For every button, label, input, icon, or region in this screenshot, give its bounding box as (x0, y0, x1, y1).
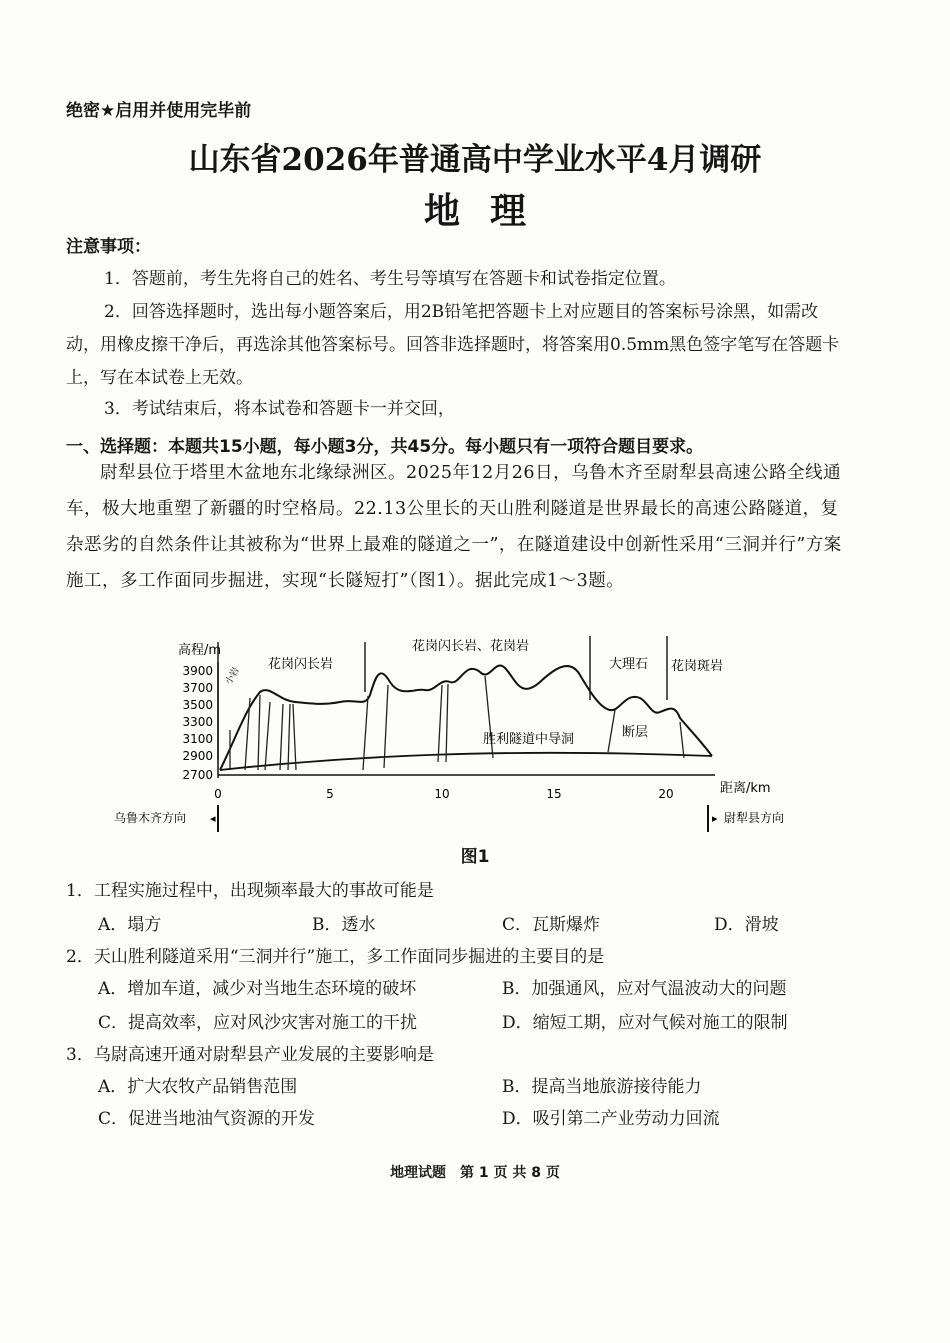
section-heading: 一、选择题：本题共15小题，每小题3分，共45分。每小题只有一项符合题目要求。 (66, 437, 704, 457)
notice-item-1: 1．答题前，考生先将自己的姓名、考生号等填写在答题卡和试卷指定位置。 (104, 269, 676, 289)
x-tick-0: 0 (214, 787, 222, 801)
secret-label: 绝密★启用并使用完毕前 (66, 101, 252, 121)
y-tick-3700: 3700 (182, 681, 213, 695)
y-tick-3900: 3900 (182, 664, 213, 678)
question-3-stem: 3．乌尉高速开通对尉犁县产业发展的主要影响是 (66, 1045, 434, 1065)
x-axis-label: 距离/km (720, 781, 771, 796)
question-2-option-d: D．缩短工期，应对气候对施工的限制 (502, 1013, 788, 1033)
question-3-option-a: A．扩大农牧产品销售范围 (98, 1077, 298, 1097)
y-tick-3500: 3500 (182, 698, 213, 712)
x-tick-20: 20 (658, 787, 674, 801)
arrow-left-icon: ◂ (210, 812, 216, 825)
direction-right: 尉犁县方向 (724, 811, 785, 825)
x-tick-10: 10 (434, 787, 450, 801)
question-3-option-d: D．吸引第二产业劳动力回流 (502, 1109, 720, 1129)
label-small-rock: 小岩 (223, 665, 242, 687)
y-ticks (182, 664, 213, 782)
y-axis-label: 高程/m (178, 643, 222, 658)
subject-title: 地理 (423, 190, 556, 232)
direction-left: 乌鲁木齐方向 (114, 811, 187, 825)
label-fault: 断层 (622, 725, 649, 740)
tunnel-line (220, 753, 712, 770)
notice-heading: 注意事项： (66, 237, 151, 257)
question-1-stem: 1．工程实施过程中，出现频率最大的事故可能是 (66, 881, 434, 901)
question-3-option-b: B．提高当地旅游接待能力 (502, 1077, 702, 1097)
notice-item-3: 3．考试结束后，将本试卷和答题卡一并交回， (104, 399, 455, 419)
label-rock3: 大理石 (609, 657, 649, 672)
question-2-option-c: C．提高效率，应对风沙灾害对施工的干扰 (98, 1013, 418, 1033)
arrow-right-icon: ▸ (712, 812, 718, 825)
y-tick-2700: 2700 (182, 768, 213, 782)
y-tick-3100: 3100 (182, 732, 213, 746)
page-footer: 地理试题 第 1 页 共 8 页 (390, 1165, 560, 1181)
figure-caption: 图1 (460, 847, 490, 867)
tunnel-profile-figure (100, 630, 820, 840)
label-rock2: 花岗闪长岩、花岗岩 (412, 639, 530, 654)
question-1-option-a: A．塌方 (98, 915, 162, 935)
x-ticks (214, 787, 673, 801)
label-rock4: 花岗斑岩 (671, 659, 724, 674)
question-1-option-c: C．瓦斯爆炸 (502, 915, 601, 935)
question-1-option-d: D．滑坡 (714, 915, 779, 935)
y-tick-3300: 3300 (182, 715, 213, 729)
question-2-stem: 2．天山胜利隧道采用“三洞并行”施工，多工作面同步掘进的主要目的是 (66, 947, 605, 967)
shafts (230, 676, 684, 770)
passage: 尉犁县位于塔里木盆地东北缘绿洲区。2025年12月26日，乌鲁木齐至尉犁县高速公路全线通车，极大地重塑了新疆的时空格局。22.13公里长的天山胜利隧道是世界最长的高速公路隧道，复杂恶劣的自然条件让其被称为“世界上最难的隧道之一”，在隧道建设中创新性采用“三洞并行”方案施工，多工作面同步掘进，实现“长隧短打”（图1）。据此完成1～3题。 (66, 463, 842, 591)
question-2-option-a: A．增加车道，减少对当地生态环境的破坏 (98, 979, 417, 999)
label-tunnel: 胜利隧道中导洞 (483, 732, 575, 747)
x-tick-15: 15 (546, 787, 562, 801)
question-2-option-b: B．加强通风，应对气温波动大的问题 (502, 979, 787, 999)
question-1-option-b: B．透水 (312, 915, 376, 935)
question-3-option-c: C．促进当地油气资源的开发 (98, 1109, 316, 1129)
notice-item-2: 2．回答选择题时，选出每小题答案后，用2B铅笔把答题卡上对应题目的答案标号涂黑，如需改动，用橡皮擦干净后，再选涂其他答案标号。回答非选择题时，将答案用0.5mm黑色签字笔写在答题卡上，写在本试卷上无效。 (66, 302, 840, 388)
y-tick-2900: 2900 (182, 749, 213, 763)
label-rock1: 花岗闪长岩 (268, 657, 334, 672)
x-tick-5: 5 (326, 787, 334, 801)
exam-title: 山东省2026年普通高中学业水平4月调研 (188, 142, 762, 178)
